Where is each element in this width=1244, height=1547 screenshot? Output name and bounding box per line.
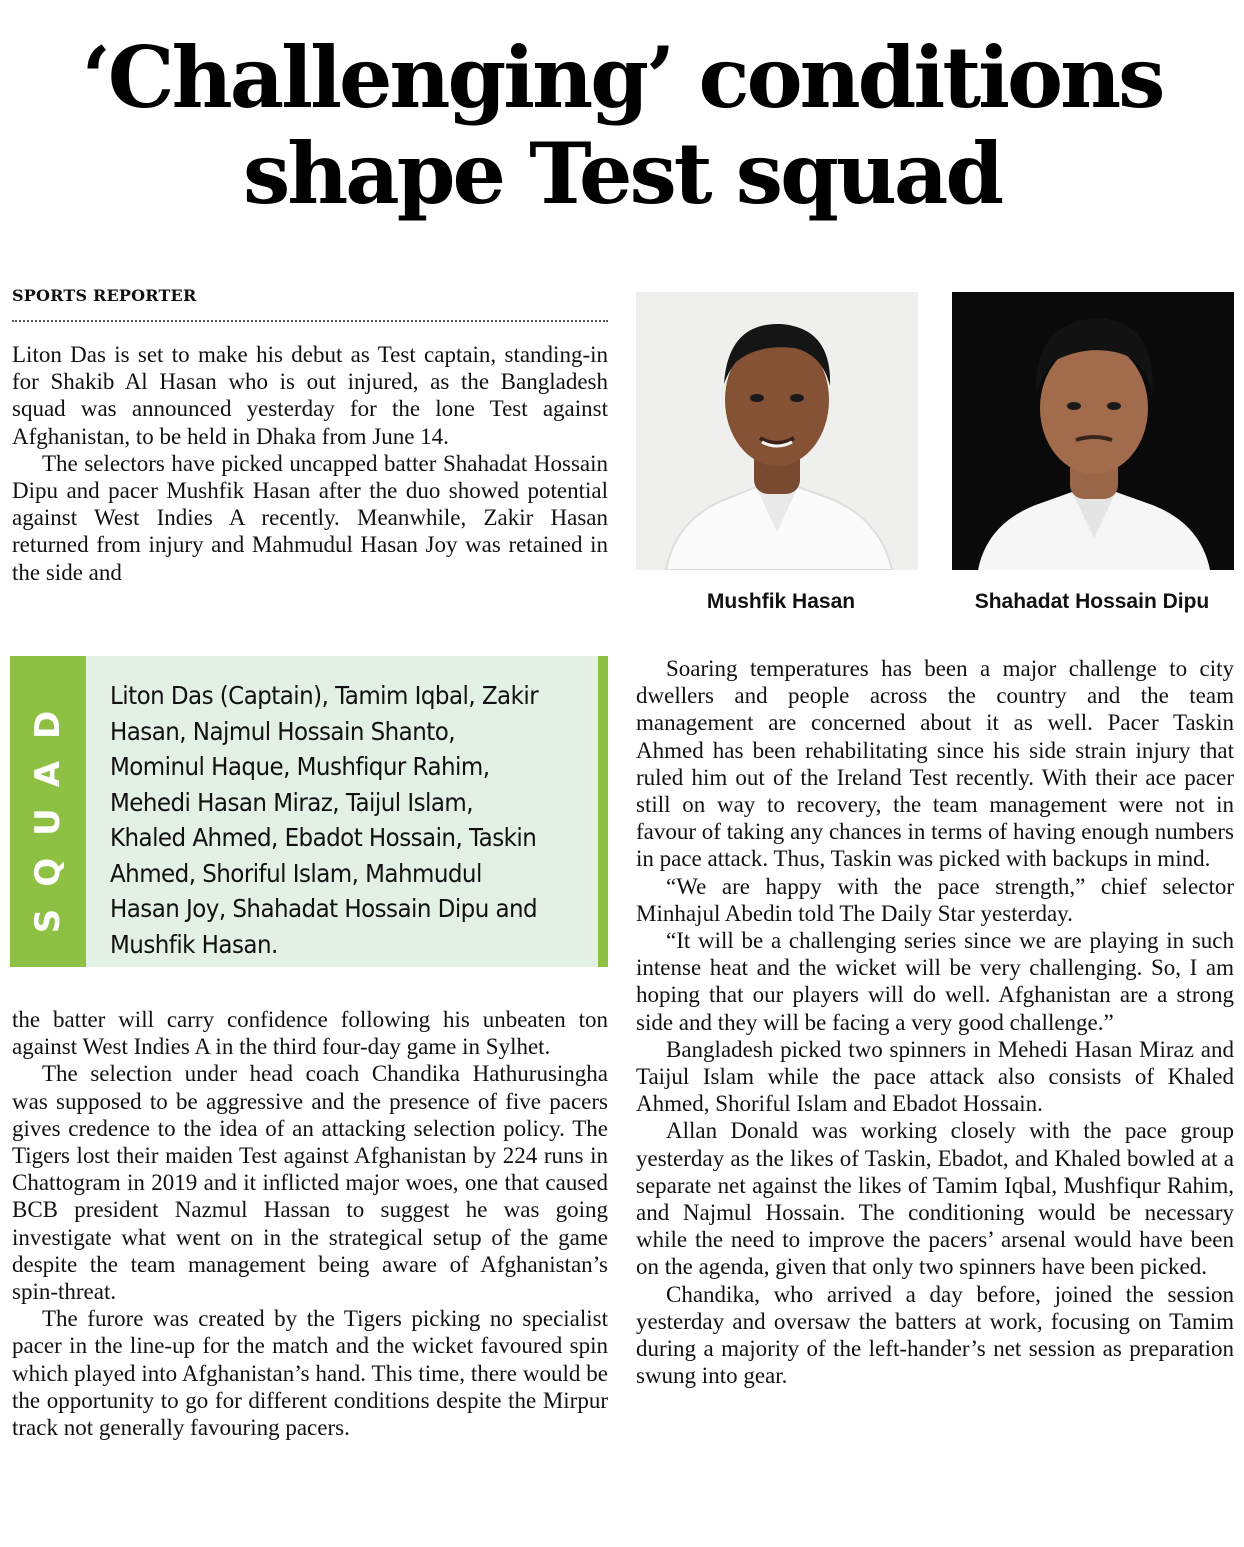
article-paragraph: Liton Das is set to make his debut as Test captain, standing-in for Shakib Al Hasan who is out injured, as the Bangladesh squad was announced yesterday for the lone Test against Afghanistan, to be held in Dhaka from June 14.	[12, 342, 608, 449]
article-paragraph: “It will be a challenging series since we are playing in such intense heat and the wicket will be very challenging. So, I am hoping that our players will do well. Afghanistan are a strong side and they will be facing a very good challenge.”	[636, 928, 1234, 1035]
byline: SPORTS REPORTER	[12, 286, 197, 305]
article-paragraph: The selectors have picked uncapped batter Shahadat Hossain Dipu and pacer Mushfik Hasan after the duo showed potential against West Indies A recently. Meanwhile, Zakir Hasan returned from injury and Mahmudul Hasan Joy was retained in the side and	[12, 450, 608, 585]
article-paragraph: Allan Donald was working closely with the pace group yesterday as the likes of Taskin, Ebadot, and Khaled bowled at a separate net against the likes of Tamim Iqbal, Mushfiqur Rahim, and Najmul Hossain. The conditioning would be necessary while the need to improve the pacers’ arsenal would have been on the agenda, given that only two spinners have been picked.	[636, 1118, 1234, 1280]
article-paragraph: The furore was created by the Tigers picking no specialist pacer in the line-up for the match and the wicket favoured spin which played into Afghanistan’s hand. This time, there would be the opportunity to go for different conditions despite the Mirpur track not generally favouring pacers.	[12, 1306, 608, 1441]
headline-line-2: shape Test squad	[242, 124, 1002, 223]
photo-caption: Shahadat Hossain Dipu	[974, 590, 1210, 613]
article-column-right	[636, 655, 1234, 1389]
player-photo-shahadat-hossain-dipu	[952, 292, 1234, 570]
player-photo-mushfik-hasan	[636, 292, 918, 570]
headline-line-1: ‘Challenging’ conditions	[81, 28, 1163, 127]
article-column-left-top	[12, 341, 608, 586]
article-paragraph: Chandika, who arrived a day before, joined the session yesterday and oversaw the batters at work, focusing on Tamim during a majority of the left-hander’s net session as preparation swung into gear.	[636, 1281, 1234, 1389]
article-paragraph: The selection under head coach Chandika Hathurusingha was supposed to be aggressive and the presence of five pacers gives credence to the idea of an attacking selection policy. The Tigers lost their maiden Test against Afghanistan by 224 runs in Chattogram in 2019 and it inflicted major woes, one that caused BCB president Nazmul Hassan to suggest he was going investigate what went on in the strategical setup of the game despite the team management being aware of Afghanistan’s spin-threat.	[12, 1061, 608, 1305]
article-paragraph: “We are happy with the pace strength,” chief selector Minhajul Abedin told The Daily Star yesterday.	[636, 873, 1234, 926]
article-column-left-bottom	[12, 1006, 608, 1441]
squad-box	[10, 656, 608, 967]
article-paragraph: Soaring temperatures has been a major challenge to city dwellers and people across the country and the team management are concerned about it as well. Pacer Taskin Ahmed has been rehabilitating since his side strain injury that ruled him out of the Ireland Test recently. With their ace pacer still on way to recovery, the team management were not in favour of taking any chances in terms of having enough numbers in pace attack. Thus, Taskin was picked with backups in mind.	[636, 656, 1234, 872]
portrait-image	[952, 292, 1234, 570]
portrait-image	[636, 292, 918, 570]
headline	[0, 30, 1244, 222]
squad-label-tab	[10, 656, 86, 967]
squad-list: Liton Das (Captain), Tamim Iqbal, Zakir Hasan, Najmul Hossain Shanto, Mominul Haque, Mushfiqur Rahim, Mehedi Hasan Miraz, Taijul Islam, Khaled Ahmed, Ebadot Hossain, Taskin Ahmed, Shoriful Islam, Mahmudul Hasan Joy, Shahadat Hossain Dipu and Mushfik Hasan.	[110, 681, 539, 959]
photo-caption: Mushfik Hasan	[706, 590, 856, 613]
byline-divider	[12, 320, 608, 322]
squad-accent-bar	[598, 656, 608, 967]
article-paragraph: the batter will carry confidence following his unbeaten ton against West Indies A in the third four-day game in Sylhet.	[12, 1007, 608, 1060]
squad-label: SQUAD	[28, 688, 68, 934]
article-paragraph: Bangladesh picked two spinners in Mehedi Hasan Miraz and Taijul Islam while the pace attack also consists of Khaled Ahmed, Shoriful Islam and Ebadot Hossain.	[636, 1036, 1234, 1117]
